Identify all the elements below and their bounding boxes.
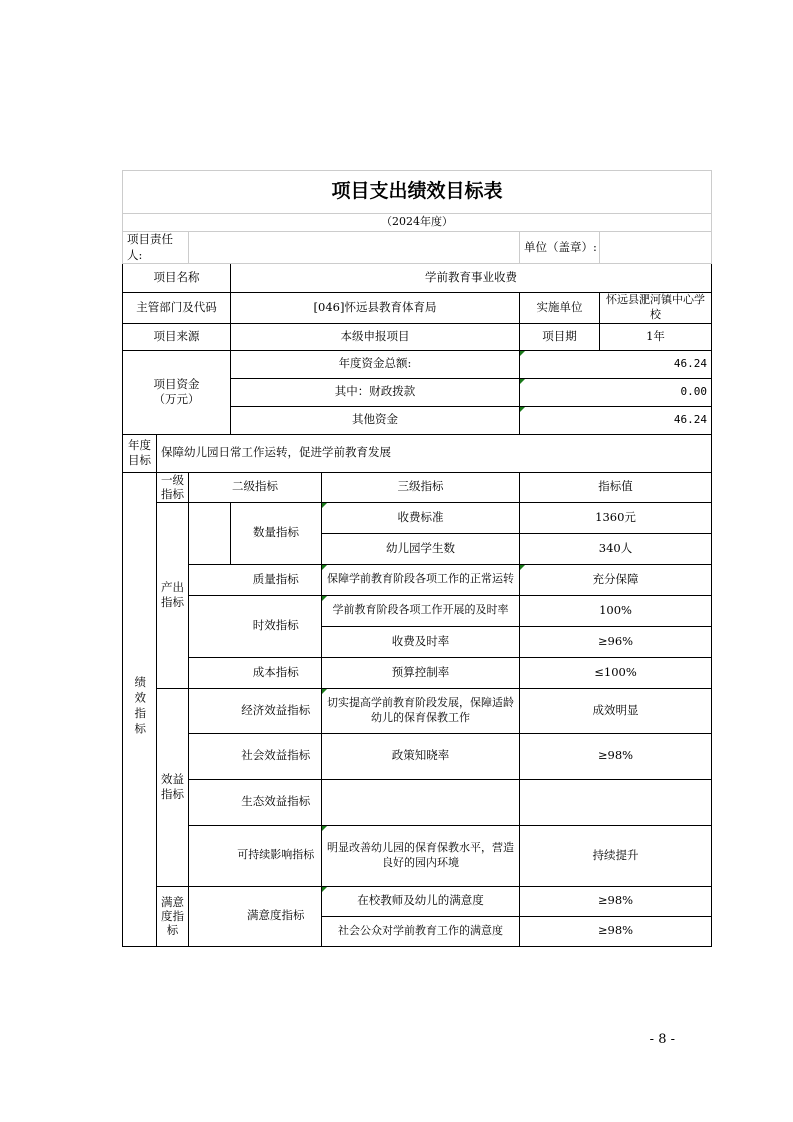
dept-value: [046]怀远县教育体育局 bbox=[231, 293, 520, 324]
page-number: - 8 - bbox=[649, 1032, 675, 1047]
dept-label: 主管部门及代码 bbox=[123, 293, 231, 324]
period-value: 1年 bbox=[600, 323, 712, 350]
output-indicator-label: 产出指标 bbox=[157, 502, 189, 688]
economic-value: 成效明显 bbox=[520, 688, 712, 733]
annual-goal-label: 年度目标 bbox=[123, 434, 157, 472]
quantity-indicator-label: 数量指标 bbox=[231, 502, 322, 564]
t1-value: 100% bbox=[520, 595, 712, 626]
col-level1: 一级指标 bbox=[157, 472, 189, 502]
t2-value: ≥96% bbox=[520, 626, 712, 657]
ecological-indicator-label: 生态效益指标 bbox=[231, 779, 322, 825]
period-label: 项目期 bbox=[520, 323, 600, 350]
cost-value: ≤100% bbox=[520, 657, 712, 688]
funds-label: 项目资金 （万元） bbox=[123, 350, 231, 434]
q1-value: 1360元 bbox=[520, 502, 712, 533]
funds-other-value: 46.24 bbox=[520, 406, 712, 434]
project-name-label: 项目名称 bbox=[123, 264, 231, 293]
q2-value: 340人 bbox=[520, 533, 712, 564]
source-label: 项目来源 bbox=[123, 323, 231, 350]
quality-indicator-label: 质量指标 bbox=[231, 564, 322, 595]
perf-section-label: 绩效指标 bbox=[133, 675, 148, 738]
table-title: 项目支出绩效目标表 bbox=[123, 171, 712, 214]
q2-name: 幼儿园学生数 bbox=[322, 533, 520, 564]
t1-name: 学前教育阶段各项工作开展的及时率 bbox=[322, 595, 520, 626]
s1-value: ≥98% bbox=[520, 886, 712, 916]
cost-name: 预算控制率 bbox=[322, 657, 520, 688]
col-level2: 二级指标 bbox=[189, 472, 322, 502]
quality-name: 保障学前教育阶段各项工作的正常运转 bbox=[322, 564, 520, 595]
social-value: ≥98% bbox=[520, 733, 712, 779]
annual-goal-value: 保障幼儿园日常工作运转，促进学前教育发展 bbox=[157, 434, 712, 472]
col-level3: 三级指标 bbox=[322, 472, 520, 502]
s2-name: 社会公众对学前教育工作的满意度 bbox=[322, 916, 520, 946]
social-name: 政策知晓率 bbox=[322, 733, 520, 779]
responsible-value bbox=[189, 232, 520, 264]
funds-fiscal-label: 其中：财政拨款 bbox=[231, 378, 520, 406]
satisfaction-indicator-label: 满意度指标 bbox=[157, 886, 189, 946]
ecological-value bbox=[520, 779, 712, 825]
social-indicator-label: 社会效益指标 bbox=[231, 733, 322, 779]
sustainable-indicator-label: 可持续影响指标 bbox=[231, 825, 322, 886]
year-label: （2024年度） bbox=[123, 214, 712, 232]
col-value: 指标值 bbox=[520, 472, 712, 502]
impl-unit-label: 实施单位 bbox=[520, 293, 600, 324]
impl-unit-value: 怀远县淝河镇中心学校 bbox=[600, 293, 712, 324]
s2-value: ≥98% bbox=[520, 916, 712, 946]
performance-target-table bbox=[122, 170, 712, 947]
benefit-indicator-label: 效益指标 bbox=[157, 688, 189, 886]
project-name-value: 学前教育事业收费 bbox=[231, 264, 712, 293]
perf-section-cell bbox=[123, 472, 157, 946]
ecological-name bbox=[322, 779, 520, 825]
quality-value: 充分保障 bbox=[520, 564, 712, 595]
economic-name: 切实提高学前教育阶段发展，保障适龄幼儿的保育保教工作 bbox=[322, 688, 520, 733]
source-value: 本级申报项目 bbox=[231, 323, 520, 350]
unit-value bbox=[600, 232, 712, 264]
funds-total-label: 年度资金总额: bbox=[231, 350, 520, 378]
sustainable-name: 明显改善幼儿园的保育保教水平，营造良好的园内环境 bbox=[322, 825, 520, 886]
unit-label: 单位（盖章）: bbox=[520, 232, 600, 264]
q1-name: 收费标准 bbox=[322, 502, 520, 533]
funds-other-label: 其他资金 bbox=[231, 406, 520, 434]
cost-indicator-label: 成本指标 bbox=[231, 657, 322, 688]
sustainable-value: 持续提升 bbox=[520, 825, 712, 886]
t2-name: 收费及时率 bbox=[322, 626, 520, 657]
responsible-label: 项目责任人: bbox=[123, 232, 189, 264]
timeliness-indicator-label: 时效指标 bbox=[231, 595, 322, 657]
s1-name: 在校教师及幼儿的满意度 bbox=[322, 886, 520, 916]
satisfaction-sub-label: 满意度指标 bbox=[231, 886, 322, 946]
funds-fiscal-value: 0.00 bbox=[520, 378, 712, 406]
economic-indicator-label: 经济效益指标 bbox=[231, 688, 322, 733]
funds-total-value: 46.24 bbox=[520, 350, 712, 378]
